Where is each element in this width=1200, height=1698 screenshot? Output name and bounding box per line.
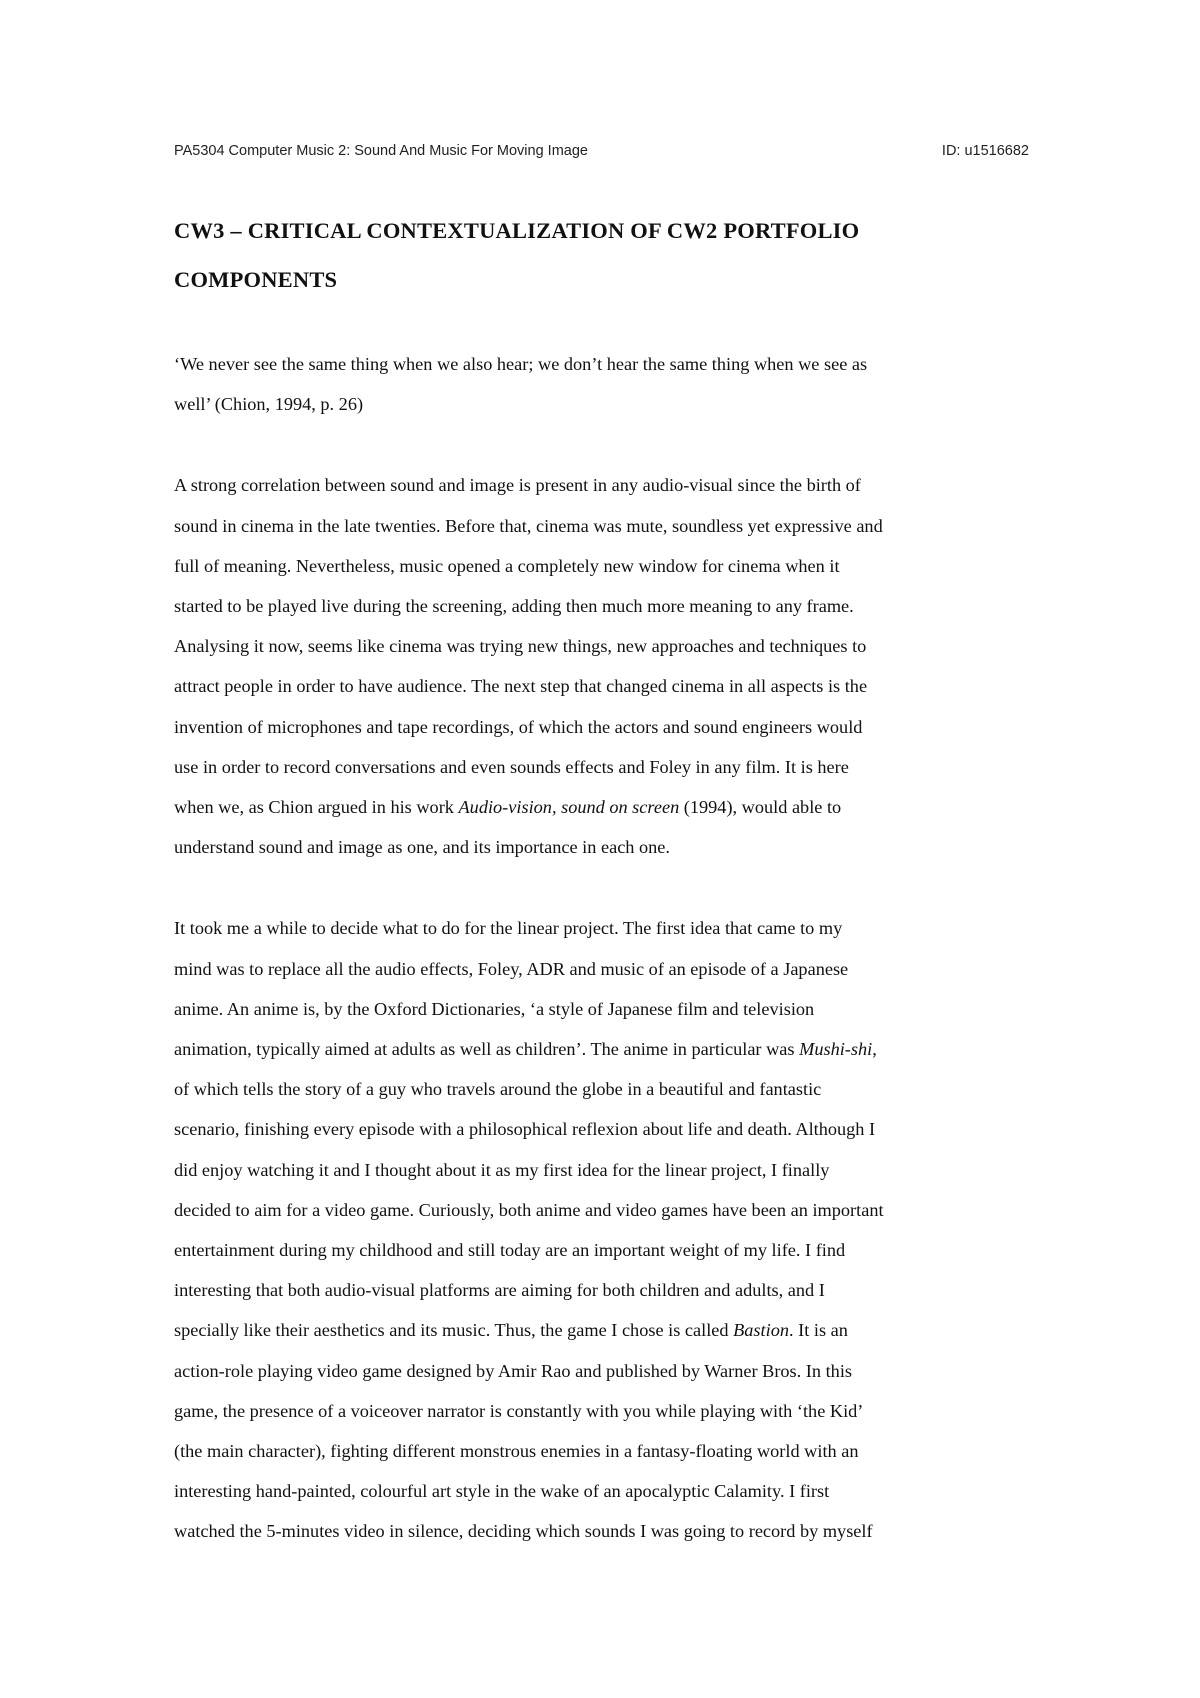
text-line: sound in cinema in the late twenties. Before that, cinema was mute, soundless yet expressive and (174, 515, 883, 536)
text-line: It took me a while to decide what to do for the linear project. The first idea that came to my (174, 918, 843, 939)
text-line: of which tells the story of a guy who travels around the globe in a beautiful and fantastic (174, 1079, 822, 1100)
text-line: started to be played live during the screening, adding then much more meaning to any frame. (174, 596, 854, 617)
text-segment: animation, typically aimed at adults as well as children’. The anime in particular was (174, 1039, 800, 1060)
course-title: PA5304 Computer Music 2: Sound And Music For Moving Image (174, 143, 588, 159)
text-segment: specially like their aesthetics and its music. Thus, the game I chose is called (174, 1320, 734, 1341)
text-line: anime. An anime is, by the Oxford Dictionaries, ‘a style of Japanese film and television (174, 998, 815, 1019)
opening-quote (174, 344, 1040, 424)
text-line: game, the presence of a voiceover narrator is constantly with you while playing with ‘the Kid’ (174, 1400, 864, 1421)
text-line: entertainment during my childhood and still today are an important weight of my life. I find (174, 1240, 846, 1261)
text-segment: (1994), would able to (679, 797, 842, 818)
document-body (174, 344, 1040, 1593)
text-line: decided to aim for a video game. Curiously, both anime and video games have been an important (174, 1199, 884, 1220)
book-title-italic: Audio-vision, sound on screen (458, 797, 680, 818)
text-line (174, 1029, 1040, 1069)
text-line: understand sound and image as one, and its importance in each one. (174, 837, 670, 858)
text-line: action-role playing video game designed by Amir Rao and published by Warner Bros. In this (174, 1360, 853, 1381)
text-line: mind was to replace all the audio effects, Foley, ADR and music of an episode of a Japanese (174, 958, 849, 979)
text-line: A strong correlation between sound and image is present in any audio-visual since the birth of (174, 475, 861, 496)
student-id: ID: u1516682 (941, 143, 1029, 159)
title-line: CW3 – CRITICAL CONTEXTUALIZATION OF CW2 PORTFOLIO (174, 218, 860, 243)
text-line: watched the 5-minutes video in silence, deciding which sounds I was going to record by myself (174, 1521, 873, 1542)
text-line: interesting hand-painted, colourful art style in the wake of an apocalyptic Calamity. I first (174, 1481, 830, 1502)
paragraph-sound-and-image (174, 465, 1040, 867)
text-segment: , (872, 1039, 877, 1060)
text-line: invention of microphones and tape recordings, of which the actors and sound engineers would (174, 716, 863, 737)
text-line: interesting that both audio-visual platforms are aiming for both children and adults, and I (174, 1280, 825, 1301)
text-line: attract people in order to have audience. The next step that changed cinema in all aspects is the (174, 676, 868, 697)
paragraph-linear-project (174, 908, 1040, 1551)
text-line: scenario, finishing every episode with a philosophical reflexion about life and death. Although I (174, 1119, 876, 1140)
text-segment: . It is an (789, 1320, 848, 1341)
document-title (174, 206, 1034, 304)
text-line: full of meaning. Nevertheless, music opened a completely new window for cinema when it (174, 555, 840, 576)
text-line (174, 1310, 1040, 1350)
text-line: use in order to record conversations and even sounds effects and Foley in any film. It is here (174, 756, 849, 777)
text-line: well’ (Chion, 1994, p. 26) (174, 394, 364, 415)
game-title-italic: Bastion (733, 1320, 789, 1341)
text-line: (the main character), fighting different monstrous enemies in a fantasy-floating world with an (174, 1441, 859, 1462)
text-segment: when we, as Chion argued in his work (174, 797, 459, 818)
text-line (174, 787, 1040, 827)
anime-title-italic: Mushi-shi (799, 1039, 873, 1060)
title-line: COMPONENTS (174, 267, 338, 292)
text-line: ‘We never see the same thing when we also hear; we don’t hear the same thing when we see as (174, 354, 868, 374)
text-line: did enjoy watching it and I thought about it as my first idea for the linear project, I finally (174, 1159, 830, 1180)
text-line: Analysing it now, seems like cinema was trying new things, new approaches and techniques to (174, 636, 867, 657)
page-header (174, 143, 1029, 159)
